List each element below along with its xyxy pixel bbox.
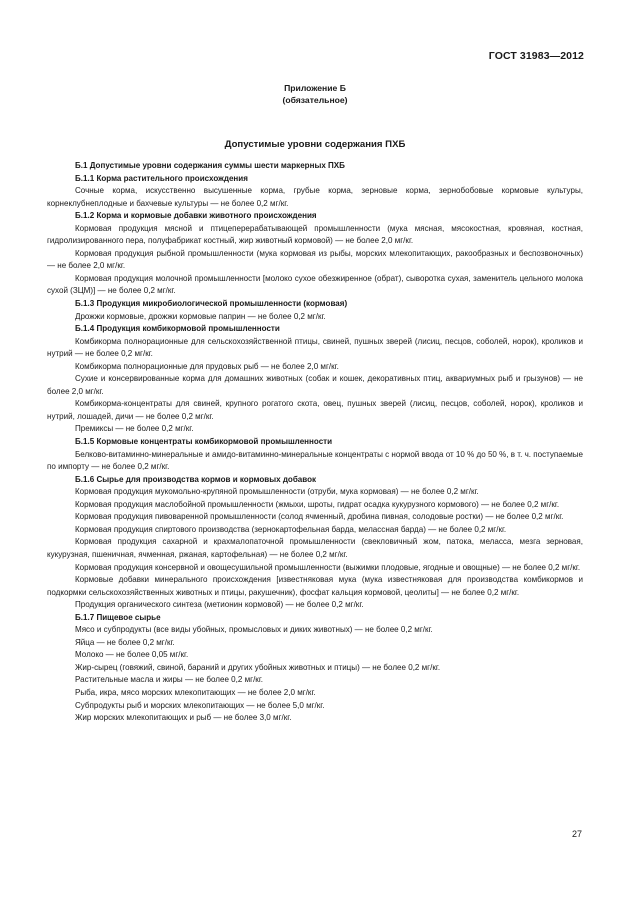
paragraph: Кормовая продукция пивоваренной промышленности (солод ячменный, дробина пивная, солодовые ростки) — не более 0,2 мг/кг.: [75, 512, 564, 522]
paragraph: Кормовая продукция мукомольно-крупяной промышленности (отруби, мука кормовая) — не более 0,2 мг/кг.: [75, 487, 479, 497]
section-heading: Б.1 Допустимые уровни содержания суммы шести маркерных ПХБ: [75, 161, 345, 170]
paragraph: Рыба, икра, мясо морских млекопитающих — не более 2,0 мг/кг.: [75, 687, 316, 697]
appendix-subtitle: (обязательное): [282, 94, 348, 105]
paragraph: Растительные масла и жиры — не более 0,2 мг/кг.: [75, 675, 264, 685]
paragraph: Кормовая продукция молочной промышленности [молоко сухое обезжиренное (обрат), сыворотка сухая, заменитель цельного молока сухой (ЗЦМ)] — не более 0,2 мг/кг.: [47, 273, 583, 296]
section-heading: Б.1.3 Продукция микробиологической промышленности (кормовая): [75, 299, 348, 309]
appendix-title: Приложение Б: [284, 83, 346, 93]
paragraph: Кормовая продукция спиртового производства (зернокартофельная барда, мелассная барда) — не более 0,2 мг/кг.: [75, 524, 507, 534]
paragraph: Кормовая продукция маслобойной промышленности (жмыхи, шроты, гидрат осадка кукурузного кормового) — не более 0,2 мг/кг.: [75, 499, 560, 509]
appendix-heading: [0, 83, 630, 106]
paragraph: Комбикорма полнорационные для прудовых рыб — не более 2,0 мг/кг.: [75, 361, 339, 371]
paragraph: Кормовые добавки минерального происхождения [известняковая мука (мука известняковая для производства комбикормов и подкормки сельскохозяйственных животных и птицы, ракушечник), фосфат кальция кормовой, цеолиты] — не более 0,2 мг/кг.: [47, 575, 583, 597]
paragraph: Кормовая продукция консервной и овощесушильной промышленности (выжимки плодовые, ягодные и овощные) — не более 0,2 мг/кг.: [75, 562, 581, 572]
paragraph: Субпродукты рыб и морских млекопитающих — не более 5,0 мг/кг.: [75, 700, 325, 710]
paragraph: Дрожжи кормовые, дрожжи кормовые паприн — не более 0,2 мг/кг.: [75, 311, 326, 321]
section-heading: Б.1.4 Продукция комбикормовой промышленности: [75, 324, 280, 334]
section-heading: Б.1.7 Пищевое сырье: [75, 612, 161, 622]
paragraph: Комбикорма полнорационные для сельскохозяйственной птицы, свиней, пушных зверей (лисиц, песцов, соболей, норок), кроликов и нутрий — не более 0,2 мг/кг.: [47, 336, 583, 359]
paragraph: Кормовая продукция рыбной промышленности (мука кормовая из рыбы, морских млекопитающих, ракообразных и беспозвоночных) — не более 2,0 мг/кг.: [47, 248, 583, 271]
section-heading: Б.1.1 Корма растительного происхождения: [75, 173, 248, 183]
paragraph: Молоко — не более 0,05 мг/кг.: [75, 650, 189, 660]
section-heading: Б.1.6 Сырье для производства кормов и кормовых добавок: [75, 474, 317, 484]
paragraph: Сочные корма, искусственно высушенные корма, грубые корма, зерновые корма, зернобобовые кормовые культуры, корнеклубнеплодные и бахчевые культуры — не более 0,2 мг/кг.: [47, 186, 583, 208]
section-heading: Б.1.2 Корма и кормовые добавки животного происхождения: [75, 211, 317, 221]
paragraph: Сухие и консервированные корма для домашних животных (собак и кошек, декоративных птиц, аквариумных рыб и грызунов) — не более 2,0 мг/кг.: [47, 374, 583, 396]
paragraph: Кормовая продукция сахарной и крахмалопаточной промышленности (свекловичный жом, патока, меласса, мезга зерновая, кукурузная, пшеничная, ячменная, ржаная, картофельная) — не более 0,2 мг/кг.: [47, 537, 583, 559]
paragraph: Жир морских млекопитающих и рыб — не более 3,0 мг/кг.: [75, 713, 292, 723]
document-body: [47, 160, 583, 725]
paragraph: Продукция органического синтеза (метионин кормовой) — не более 0,2 мг/кг.: [75, 600, 364, 610]
paragraph: Кормовая продукция мясной и птицеперерабатывающей промышленности (мука мясная, мясокостная, кровяная, костная, гидролизированного пера, полуфабрикат костный, жир животный кормовой) — не более 2,0 мг/кг.: [47, 223, 583, 246]
paragraph: Премиксы — не более 0,2 мг/кг.: [75, 424, 194, 434]
paragraph: Мясо и субпродукты (все виды убойных, промысловых и диких животных) — не более 0,2 мг/кг.: [75, 625, 433, 635]
paragraph: Комбикорма-концентраты для свиней, крупного рогатого скота, овец, пушных зверей (лисиц, песцов, соболей, норок), кроликов и нутрий, лошадей, дичи — не более 0,2 мг/кг.: [47, 399, 583, 421]
paragraph: Белково-витаминно-минеральные и амидо-витаминно-минеральные концентраты с нормой ввода от 10 % до 50 %, в т. ч. поступаемые по импорту — не более 0,2 мг/кг.: [47, 449, 583, 472]
paragraph: Жир-сырец (говяжий, свиной, бараний и других убойных животных и птицы) — не более 0,2 мг/кг.: [75, 662, 441, 672]
paragraph: Яйца — не более 0,2 мг/кг.: [75, 637, 175, 647]
standard-header: ГОСТ 31983—2012: [488, 50, 584, 62]
section-title: Допустимые уровни содержания ПХБ: [224, 139, 406, 150]
section-heading: Б.1.5 Кормовые концентраты комбикормовой промышленности: [75, 437, 333, 447]
page-number: 27: [571, 829, 582, 839]
